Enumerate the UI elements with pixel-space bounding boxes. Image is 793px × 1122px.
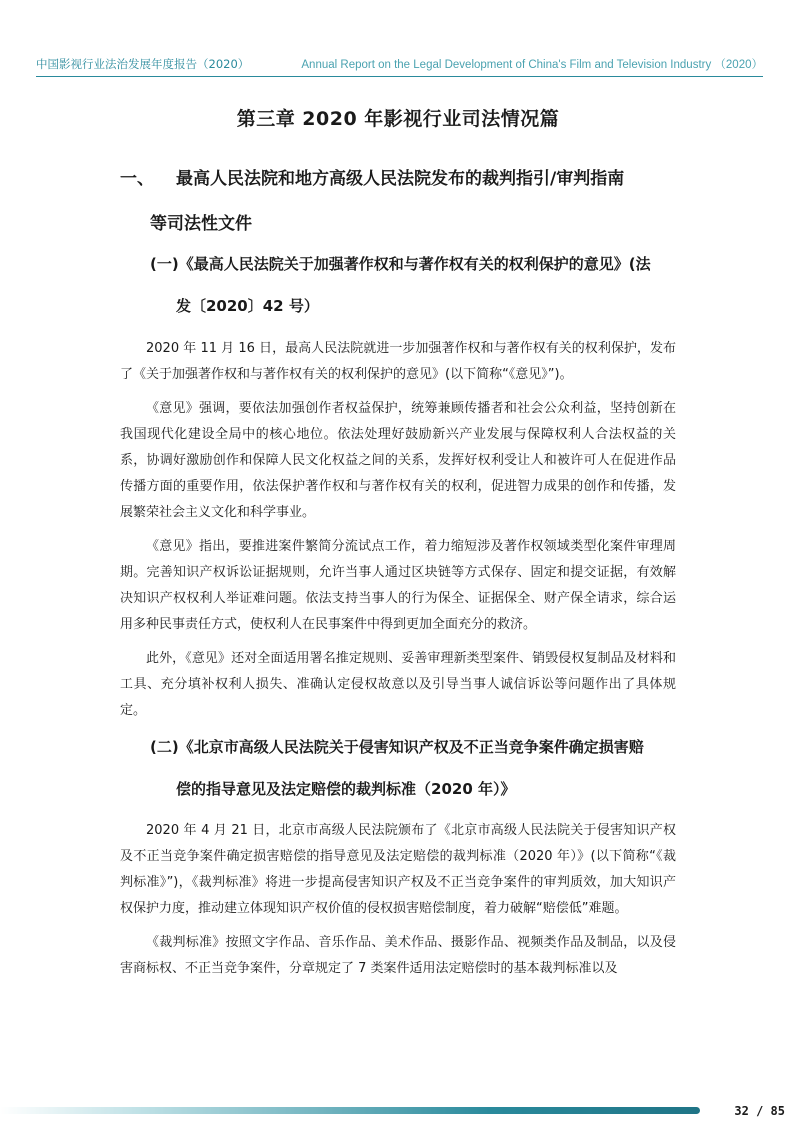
paragraph: 《裁判标准》按照文字作品、音乐作品、美术作品、摄影作品、视频类作品及制品，以及侵害商标权、不正当竞争案件，分章规定了 7 类案件适用法定赔偿时的基本裁判标准以及 xyxy=(120,935,676,976)
header-title-cn: 中国影视行业法治发展年度报告（2020） xyxy=(36,57,250,71)
section-heading-line2: 等司法性文件 xyxy=(150,214,252,234)
page-header xyxy=(36,52,763,77)
paragraph: 《意见》指出，要推进案件繁简分流试点工作，着力缩短涉及著作权领域类型化案件审理周期。完善知识产权诉讼证据规则，允许当事人通过区块链等方式保存、固定和提交证据，有效解决知识产权权利人举证难问题。依法支持当事人的行为保全、证据保全、财产保全请求，综合运用多种民事责任方式，使权利人在民事案件中得到更加全面充分的救济。 xyxy=(120,539,676,632)
paragraph: 《意见》强调，要依法加强创作者权益保护，统筹兼顾传播者和社会公众利益，坚持创新在我国现代化建设全局中的核心地位。依法处理好鼓励新兴产业发展与保障权利人合法权益的关系，协调好激励创作和保障人民文化权益之间的关系，发挥好权利受让人和被许可人在促进作品传播方面的重要作用，依法保护著作权和与著作权有关的权利，促进智力成果的创作和传播，发展繁荣社会主义文化和科学事业。 xyxy=(120,401,676,520)
paragraph: 此外，《意见》还对全面适用署名推定规则、妥善审理新类型案件、销毁侵权复制品及材料和工具、充分填补权利人损失、准确认定侵权故意以及引导当事人诚信诉讼等问题作出了具体规定。 xyxy=(120,651,676,718)
paragraph: 2020 年 11 月 16 日，最高人民法院就进一步加强著作权和与著作权有关的权利保护，发布了《关于加强著作权和与著作权有关的权利保护的意见》(以下简称“《意见》”)。 xyxy=(120,341,676,382)
paragraph: 2020 年 4 月 21 日，北京市高级人民法院颁布了《北京市高级人民法院关于侵害知识产权及不正当竞争案件确定损害赔偿的指导意见及法定赔偿的裁判标准（2020 年）》(以下简称“《裁判标准》”)，《裁判标准》将进一步提高侵害知识产权及不正当竞争案件的审判质效，加大知识产权保护力度，推动建立体现知识产权价值的侵权损害赔偿制度，着力破解“赔偿低”难题。 xyxy=(120,823,676,916)
page-number: 32 / 85 xyxy=(734,1104,785,1118)
subsection-1-line2: 发〔2020〕42 号） xyxy=(176,297,319,315)
subsection-2-line2: 偿的指导意见及法定赔偿的裁判标准（2020 年）》 xyxy=(176,780,516,798)
header-title-en: Annual Report on the Legal Development of China's Film and Television Industry （2020） xyxy=(301,59,763,71)
subsection-2-line1: (二)《北京市高级人民法院关于侵害知识产权及不正当竞争案件确定损害赔 xyxy=(150,738,644,756)
section-heading-line1: 最高人民法院和地方高级人民法院发布的裁判指引/审判指南 xyxy=(176,169,625,189)
subsection-1-body xyxy=(120,336,676,724)
footer-bar xyxy=(0,1107,700,1114)
section-number: 一、 xyxy=(120,169,154,189)
subsection-heading-1 xyxy=(150,243,680,327)
section-heading xyxy=(120,157,676,247)
chapter-title: 第三章 2020 年影视行业司法情况篇 xyxy=(236,108,560,130)
subsection-1-line1: (一)《最高人民法院关于加强著作权和与著作权有关的权利保护的意见》(法 xyxy=(150,255,651,273)
subsection-heading-2 xyxy=(150,726,680,810)
subsection-2-body xyxy=(120,818,676,982)
